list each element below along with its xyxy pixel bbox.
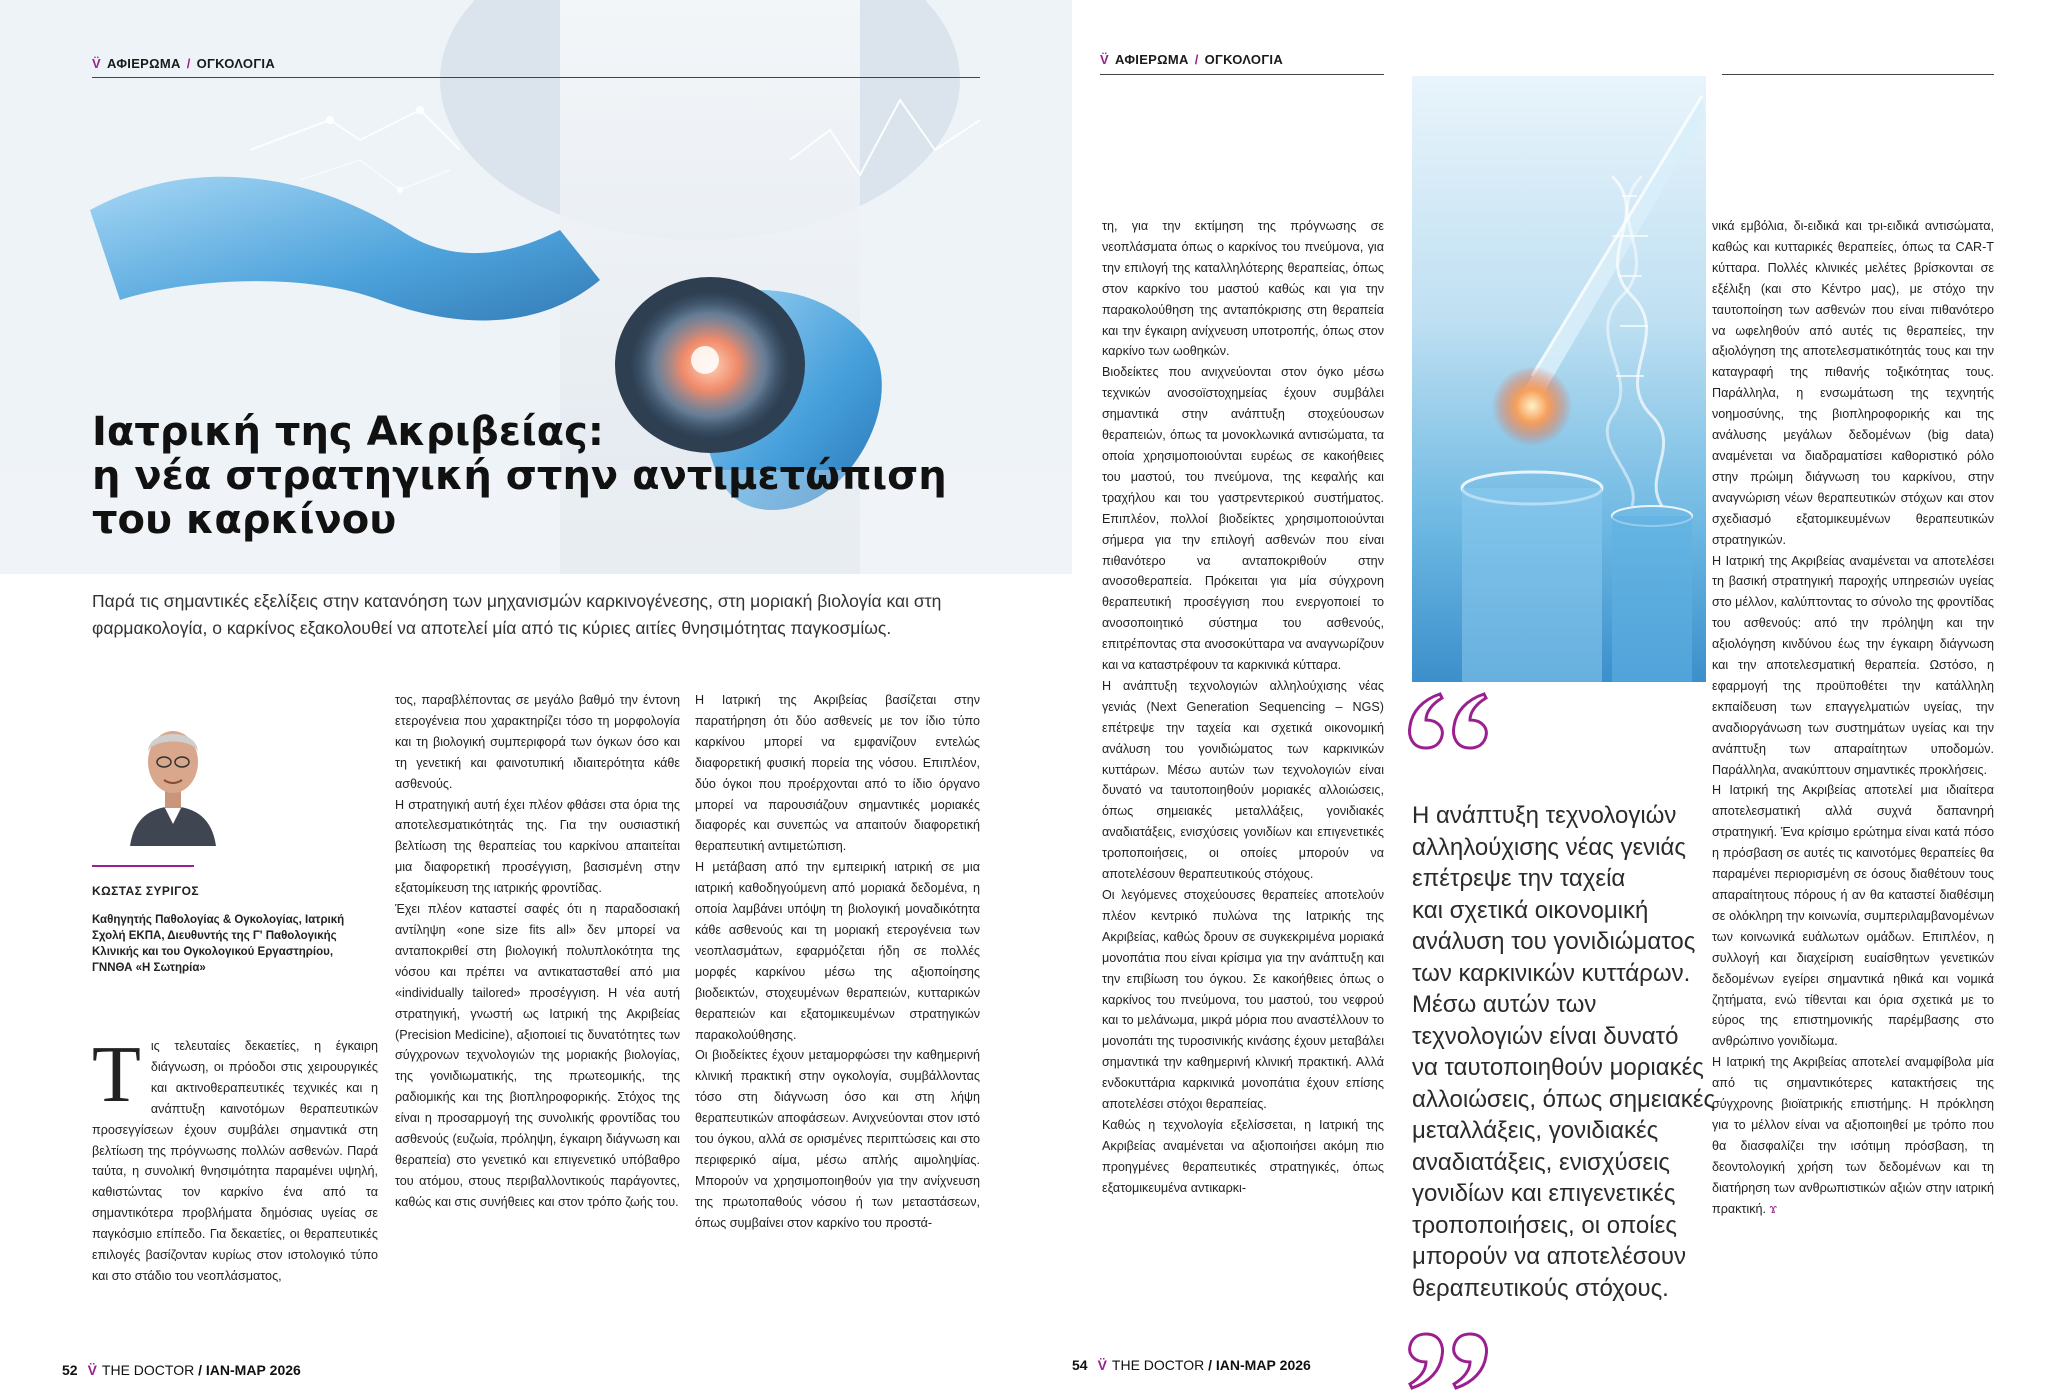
paragraph: Η Ιατρική της Ακριβείας αναμένεται να αποτελέσει τη βασική στρατηγική παροχής υπηρεσιών υγείας στο μέλλον, καλύπτοντας το σύνολο της φροντίδας του ασθενούς: από την πρόληψη και την αξιολόγηση κινδύνου έως την έγκαιρη διάγνωση και την αποτελεσματική θεραπεία. Ωστόσο, η εφαρμογή της προϋποθέτει την κατάλληλη εκπαίδευση των επαγγελματιών υγείας, την αναδιοργάνωση των συστημάτων υγείας και την ανάπτυξη των απαραίτητων υποδομών. Παράλληλα, ανακύπτουν σημαντικές προκλήσεις. <box>1712 553 1994 777</box>
paragraph: Η ανάπτυξη τεχνολογιών αλληλούχισης νέας γενιάς (Next Generation Sequencing – NGS) επέτρεψε την ταχεία και σχετικά οικονομική ανάλυση του γονιδιώματος των καρκινικών κυττάρων. Μέσω αυτών των τεχνολογιών είναι δυνατό να ταυτοποιηθούν μοριακές αλλοιώσεις, όπως σημειακές μεταλλάξεις, γονιδιακές αναδιατάξεις, ενισχύσεις γονιδίων και επιγενετικές τροποποιήσεις, οι οποίες μπορούν να αποτελέσουν θεραπευτικούς στόχους. <box>1102 678 1384 882</box>
topic-label: ΟΓΚΟΛΟΓΙΑ <box>196 56 276 71</box>
left-column-1 <box>92 1031 378 1287</box>
footer-separator: / <box>1208 1357 1213 1373</box>
left-column-2 <box>395 690 680 1213</box>
issue-date: ΙΑΝ-ΜΑΡ 2026 <box>205 1362 301 1378</box>
title-line: η νέα στρατηγική στην αντιμετώπιση <box>92 453 947 499</box>
section-label: ΑΦΙΕΡΩΜΑ <box>1114 52 1189 67</box>
title-line: του καρκίνου <box>92 497 397 543</box>
quote-line: αναδιατάξεις, ενισχύσεις <box>1412 1148 1670 1176</box>
open-quote-icon <box>1406 690 1498 750</box>
quote-line: Η ανάπτυξη τεχνολογιών <box>1412 802 1677 829</box>
quote-line: τροποποιήσεις, οι οποίες <box>1412 1211 1677 1239</box>
hero-image <box>0 0 1072 574</box>
author-name: ΚΩΣΤΑΣ ΣΥΡΙΓΟΣ <box>92 884 200 898</box>
paragraph: τος, παραβλέποντας σε μεγάλο βαθμό την έντονη ετερογένεια που χαρακτηρίζει τόσο τη μορφολογία και τη βιολογική συμπεριφορά των όγκων όσο και τη γενετική και φαινοτυπική ιδιαιτερότητα κάθε ασθενούς. <box>395 693 680 791</box>
quote-line: των καρκινικών κυττάρων. <box>1412 959 1691 987</box>
paragraph: Η στρατηγική αυτή έχει πλέον φθάσει στα όρια της αποτελεσματικότητάς της. Για την ουσιαστική βελτίωση της θεραπείας του καρκίνου απαιτείται μια διαφορετική προσέγγιση, βασισμένη στην εξατομίκευση της ιατρικής φροντίδας. <box>395 797 680 896</box>
topic-label: ΟΓΚΟΛΟΓΙΑ <box>1204 52 1284 67</box>
lead-paragraph: Παρά τις σημαντικές εξελίξεις στην κατανόηση των μηχανισμών καρκινογένεσης, στη μοριακή βιολογία και στη φαρμακολογία, ο καρκίνος εξακολουθεί να αποτελεί μία από τις κύριες αιτίες θνησιμότητας παγκοσμίως. <box>92 591 942 638</box>
page-number: 54 <box>1072 1357 1088 1373</box>
doctor-logo-icon: V̈ <box>92 56 101 71</box>
header-separator: / <box>186 56 191 71</box>
quote-line: θεραπευτικούς στόχους. <box>1412 1274 1669 1302</box>
drop-cap: Τ <box>92 1031 141 1119</box>
quote-line: μεταλλάξεις, γονιδιακές <box>1412 1117 1659 1144</box>
section-header <box>1100 52 1283 67</box>
pipette-dna-illustration <box>1412 76 1706 682</box>
quote-line: μπορούν να αποτελέσουν <box>1412 1243 1686 1270</box>
header-rule <box>1722 74 1994 75</box>
paragraph <box>1712 1052 1994 1219</box>
page-number: 52 <box>62 1362 78 1378</box>
lab-pipette-image <box>1412 76 1706 682</box>
paragraph: Η Ιατρική της Ακριβείας αποτελεί μια ιδιαίτερα αποτελεσματική αλλά συχνά δαπανηρή στρατηγική. Ένα κρίσιμο ερώτημα είναι κατά πόσο η πρόσβαση σε αυτές τις καινοτόμες θεραπείες θα παραμένει περιορισμένη σε όσους διαθέτουν τους απαραίτητους πόρους ή αν θα καταστεί διαθέσιμη σε ολόκληρη την κοινωνία, συμπεριλαμβανομένων των κοινωνικά ευάλωτων ομάδων. Επιπλέον, η συλλογή και διαχείριση ευαίσθητων γενετικών δεδομένων εγείρει σημαντικά ηθικά και νομικά ζητήματα, ενώ τίθενται και όρια σχετικά με το εύρος της επιστημονικής παρέμβασης στο ανθρώπινο γονιδίωμα. <box>1712 783 1994 1049</box>
section-header <box>92 56 275 71</box>
right-column-3 <box>1712 216 1994 1220</box>
title-line: Ιατρική της Ακριβείας: <box>92 409 604 455</box>
quote-line: αλλοιώσεις, όπως σημειακές <box>1412 1085 1716 1113</box>
paragraph-text: Η Ιατρική της Ακριβείας αποτελεί αναμφίβολα μία από τις σημαντικότερες κατακτήσεις της σύγχρονης βιοϊατρικής επιστήμης. Η πρόκληση για το μέλλον είναι να αξιοποιηθεί με τρόπο που θα διασφαλίζει την ισότιμη πρόσβαση, τη δεοντολογική χρήση των δεδομένων και τη διατήρηση των ανθρωπιστικών αξιών στην ιατρική πρακτική. <box>1712 1055 1994 1216</box>
header-rule <box>92 77 980 78</box>
author-divider <box>92 865 194 867</box>
article-title <box>92 410 947 542</box>
doctor-logo-icon: V̈ <box>1097 1357 1107 1373</box>
page-footer <box>1072 1357 1311 1373</box>
left-column-3 <box>695 690 980 1234</box>
close-quote-icon <box>1404 1332 1496 1392</box>
quote-line: ανάλυση του γονιδιώματος <box>1412 928 1696 955</box>
quote-line: επέτρεψε την ταχεία <box>1412 865 1626 892</box>
section-label: ΑΦΙΕΡΩΜΑ <box>106 56 181 71</box>
pull-quote <box>1412 800 1716 1304</box>
paragraph: Οι βιοδείκτες έχουν μεταμορφώσει την καθημερινή κλινική πρακτική στην ογκολογία, συμβάλλοντας τόσο στη διάγνωση όσο και στη λήψη θεραπευτικών αποφάσεων. Ανιχνεύονται στον ιστό του όγκου, αλλά σε ορισμένες περιπτώσεις και στο περιφερικό αίμα, μέσω απλής αιμοληψίας. Μπορούν να χρησιμοποιηθούν για την ανίχνευση της πρωτοπαθούς νόσου ή των μεταστάσεων, όπως συμβαίνει στον καρκίνο του προστά- <box>695 1048 980 1230</box>
magazine-name: THE DOCTOR <box>101 1362 195 1378</box>
header-separator: / <box>1194 52 1199 67</box>
author-role: Καθηγητής Παθολογίας & Ογκολογίας, Ιατρική Σχολή ΕΚΠΑ, Διευθυντής της Γ' Παθολογικής Κλινικής και του Ογκολογικού Εργαστηρίου, ΓΝΝΘΑ «Η Σωτηρία» <box>92 914 345 974</box>
header-rule <box>1100 74 1384 75</box>
magazine-name: THE DOCTOR <box>1111 1357 1205 1373</box>
quote-line: να ταυτοποιηθούν μοριακές <box>1412 1054 1704 1081</box>
paragraph: νικά εμβόλια, δι-ειδικά και τρι-ειδικά αντισώματα, καθώς και κυτταρικές θεραπείες, όπως τα CAR-T κύτταρα. Πολλές κλινικές μελέτες βρίσκονται σε εξέλιξη (και στο Κέντρο μας), με στόχο την ταυτοποίηση των ασθενών που είναι πιθανότερο να ωφεληθούν από αυτές τις θεραπείες, την αξιολόγηση της αποτελεσματικότητάς τους και την καταγραφή της πιθανής τοξικότητας τους. Παράλληλα, η ενσωμάτωση της τεχνητής νοημοσύνης, της βιοπληροφορικής και της ανάλυσης μεγάλων δεδομένων (big data) αναμένεται να διαδραματίσει καθοριστικό ρόλο στην πρώιμη διάγνωση του καρκίνου, στην αναγνώριση νέων θεραπευτικών στόχων και στον σχεδιασμό εξατομικευμένων θεραπευτικών στρατηγικών. <box>1712 219 1994 547</box>
quote-line: τεχνολογιών είναι δυνατό <box>1412 1022 1679 1050</box>
paragraph: Βιοδείκτες που ανιχνεύονται στον όγκο μέσω τεχνικών ανοσοϊστοχημείας έχουν συμβάλει σημαντικά στην ανάπτυξη στοχεύουσων θεραπειών, όπως τα μονοκλωνικά αντισώματα, τα οποία χρησιμοποιούνται ευρέως σε κακοήθειες του μαστού, του πνεύμονα, της κεφαλής και τραχήλου και του γαστρεντερικού συστήματος. Επιπλέον, πολλοί βιοδείκτες χρησιμοποιούνται σήμερα για την επιλογή ασθενών που είναι πιθανότερο να ανταποκριθούν στην ανοσοθεραπεία. Πρόκειται για μία σύγχρονη θεραπευτική προσέγγιση που ενεργοποιεί το ανοσοποιητικό σύστημα του ασθενούς, επιτρέποντας στα ανοσοκύτταρα να αναγνωρίζουν και να καταστρέφουν τα καρκινικά κύτταρα. <box>1102 365 1384 673</box>
paragraph: τη, για την εκτίμηση της πρόγνωσης σε νεοπλάσματα όπως ο καρκίνος του πνεύμονα, για την επιλογή της καταλληλότερης θεραπείας, όπως στον καρκίνο του μαστού καθώς και για την παρακολούθηση της ανταπόκρισης στη θεραπεία και την έγκαιρη ανίχνευση υποτροπής, όπως στον καρκίνο των ωοθηκών. <box>1102 219 1384 359</box>
doctor-logo-icon: V̈ <box>87 1362 97 1378</box>
paragraph: Έχει πλέον καταστεί σαφές ότι η παραδοσιακή αντίληψη «one size fits all» δεν μπορεί να ανταποκριθεί στη βιολογική πολυπλοκότητα της νόσου και πρέπει να αντικατασταθεί από μια «individually tailored» προσέγγιση. Η νέα αυτή στρατηγική, γνωστή ως Ιατρική της Ακριβείας (Precision Medicine), αξιοποιεί τις δυνατότητες των σύγχρονων τεχνολογιών της μοριακής βιολογίας, της γονιδιωματικής, της πρωτεομικής, της ραδιομικής και της βιοπληροφορικής. Στόχος της είναι η προσαρμογή της συνολικής φροντίδας του ασθενούς (ευζωία, πρόληψη, έγκαιρη διάγνωση και θεραπεία) στο γενετικό και επιγενετικό υπόβαθρο του ατόμου, στους περιβαλλοντικούς παράγοντες, καθώς και στις συνήθειες και στον τρόπο ζωής του. <box>395 902 680 1209</box>
quote-line: Μέσω αυτών των <box>1412 991 1597 1018</box>
doctor-logo-icon: V̈ <box>1100 52 1109 67</box>
paragraph: Οι λεγόμενες στοχεύουσες θεραπείες αποτελούν πλέον κεντρικό πυλώνα της Ιατρικής της Ακριβείας, καθώς δρουν σε συγκεκριμένα μοριακά μονοπάτια που είναι κρίσιμα για την ανάπτυξη και την επιβίωση του όγκου. Σε κακοήθειες όπως ο καρκίνος του πνεύμονα, του μαστού, του νεφρού και το μελάνωμα, μικρά μόρια που αναστέλλουν το μονοπάτι της τυροσινικής κινάσης έχουν μεταβάλει σημαντικά την καθημερινή κλινική πρακτική. Αλλά ενδοκυττάρια καρκινικά μονοπάτια έχουν επίσης αποτελέσει στόχοι θεραπείας. <box>1102 888 1384 1112</box>
column-text: ις τελευταίες δεκαετίες, η έγκαιρη διάγνωση, οι πρόοδοι στις χειρουργικές και ακτινοθεραπευτικές τεχνικές και η ανάπτυξη καινοτόμων θεραπευτικών προσεγγίσεων έχουν συμβάλει σημαντικά στη βελτίωση της πρόγνωσης πολλών ασθενών. Παρά ταύτα, η συνολική θνησιμότητα παραμένει υψηλή, καθιστώντας τον καρκίνο ένα από τα σημαντικότερα προβλήματα δημόσιας υγείας σε παγκόσμιο επίπεδο. Για δεκαετίες, οι θεραπευτικές επιλογές βασίζονταν κυρίως στον ιστολογικό τύπο και στο στάδιο του νεοπλάσματος, <box>92 1039 378 1283</box>
right-column-1 <box>1102 216 1384 1199</box>
paragraph: Η μετάβαση από την εμπειρική ιατρική σε μια ιατρική καθοδηγούμενη από μοριακά δεδομένα, η οποία λαμβάνει υπόψη τη βιολογική μοναδικότητα κάθε ασθενούς και τη μοριακή ετερογένεια των νεοπλασμάτων, εφαρμόζεται ήδη σε πολλές μορφές καρκίνου μέσω της αξιοποίησης βιοδεικτών, στοχευμένων θεραπειών, κυτταρικών θεραπειών και εξατομικευμένων στρατηγικών παρακολούθησης. <box>695 860 980 1042</box>
footer-separator: / <box>198 1362 203 1378</box>
quote-line: και σχετικά οικονομική <box>1412 896 1649 924</box>
end-mark-icon: ϫ <box>1769 1201 1778 1216</box>
issue-date: ΙΑΝ-ΜΑΡ 2026 <box>1215 1357 1311 1373</box>
page-footer <box>62 1362 301 1378</box>
paragraph: Καθώς η τεχνολογία εξελίσσεται, η Ιατρική της Ακριβείας αναμένεται να αξιοποιήσει ακόμη πιο προηγμένες θεραπευτικές στρατηγικές, όπως εξατομικευμένα αντικαρκι- <box>1102 1117 1384 1195</box>
paragraph: Η Ιατρική της Ακριβείας βασίζεται στην παρατήρηση ότι δύο ασθενείς με τον ίδιο τύπο καρκίνου μπορεί να εμφανίζουν εντελώς διαφορετική φυσική πορεία της νόσου. Επιπλέον, δύο όγκοι που προέρχονται από το ίδιο όργανο μπορεί να παρουσιάζουν σημαντικές μοριακές διαφορές και συνεπώς να απαιτούν διαφορετική θεραπευτική αντιμετώπιση. <box>695 693 980 854</box>
author-portrait <box>126 700 220 846</box>
quote-line: γονιδίων και επιγενετικές <box>1412 1180 1676 1207</box>
quote-line: αλληλούχισης νέας γενιάς <box>1412 833 1686 861</box>
